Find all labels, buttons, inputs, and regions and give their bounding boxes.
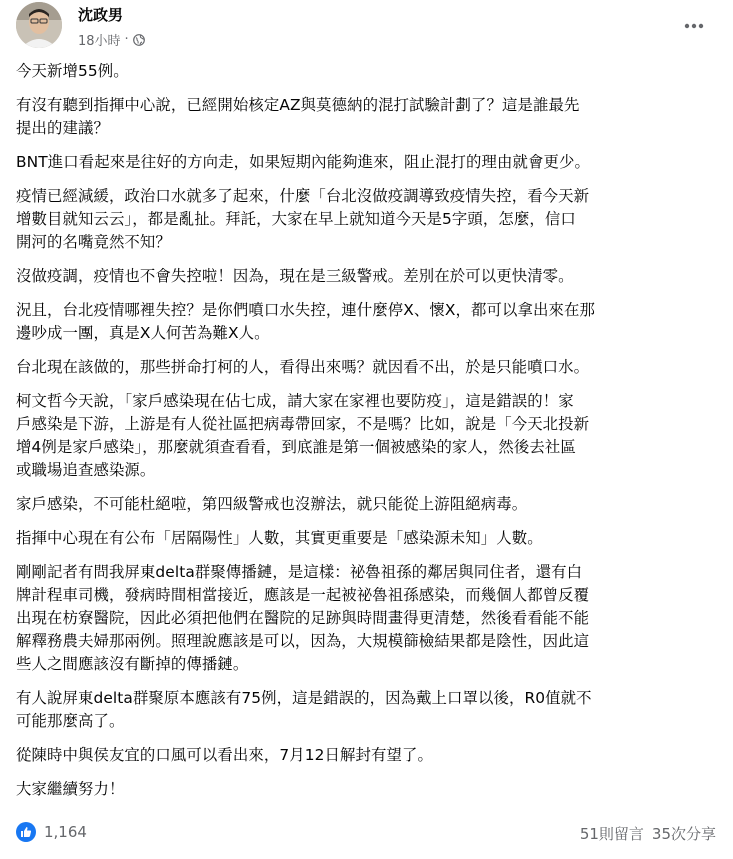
- author-name[interactable]: 沈政男: [78, 6, 124, 24]
- post-paragraph: 有沒有聽到指揮中心說，已經開始核定AZ與莫德納的混打試驗計劃了？這是誰最先 提出的建議？: [16, 96, 580, 137]
- post-timestamp[interactable]: 18小時: [78, 34, 121, 49]
- author-avatar[interactable]: [16, 2, 62, 48]
- post-paragraph: 柯文哲今天說，「家戶感染現在佔七成，請大家在家裡也要防疫」，這是錯誤的！家 戶感染是下游，上游是有人從社區把病毒帶回家，不是嗎？比如，說是「今天北投新 增4例是家戶感染」，那麼就須查看看，到底誰是第一個被感染的家人，然後去社區 或職場追查感染源。: [16, 392, 590, 479]
- post-stats: [580, 823, 716, 844]
- more-options-icon: [684, 23, 704, 29]
- globe-icon[interactable]: [133, 34, 145, 46]
- post-paragraph: 剛剛記者有問我屏東delta群聚傳播鏈，是這樣：祕魯祖孫的鄰居與同住者，還有白 牌計程車司機，發病時間相當接近，應該是一起被祕魯祖孫感染，而幾個人都曾反覆 出現在枋寮醫院，因此必須把他們在醫院的足跡與時間畫得更清楚，然後看看能不能 解釋務農夫婦那兩例。照理說應該是可以，因為，大規模篩檢結果都是陰性，因此這 些人之間應該沒有斷掉的傳播鏈。: [16, 563, 590, 673]
- post-paragraph: 指揮中心現在有公布「居隔陽性」人數，其實更重要是「感染源未知」人數。: [16, 529, 543, 547]
- reaction-count[interactable]: 1,164: [44, 823, 87, 841]
- post-footer: [16, 822, 716, 846]
- share-count[interactable]: 35次分享: [651, 825, 716, 843]
- post-paragraph: 從陳時中與侯友宜的口風可以看出來，7月12日解封有望了。: [16, 746, 433, 764]
- post-paragraph: 疫情已經減緩，政治口水就多了起來，什麼「台北沒做疫調導致疫情失控，看今天新 增數目就知云云」，都是亂扯。拜託，大家在早上就知道今天是5字頭，怎麼，信口 開河的名嘴竟然不知？: [16, 187, 590, 251]
- post-body: [16, 60, 722, 812]
- post-paragraph: 大家繼續努力！: [16, 780, 125, 798]
- like-icon[interactable]: [16, 822, 36, 842]
- post-paragraph: 有人說屏東delta群聚原本應該有75例，這是錯誤的，因為戴上口罩以後，R0值就不 可能那麼高了。: [16, 689, 592, 730]
- more-options-button[interactable]: [676, 12, 712, 40]
- post-paragraph: 台北現在該做的，那些拼命打柯的人，看得出來嗎？就因看不出，於是只能噴口水。: [16, 358, 590, 376]
- comment-count[interactable]: 51則留言: [579, 825, 644, 843]
- post-meta: [78, 30, 145, 49]
- post-header: [16, 2, 716, 52]
- post-paragraph: BNT進口看起來是往好的方向走，如果短期內能夠進來，阻止混打的理由就會更少。: [16, 153, 590, 171]
- meta-separator: ·: [124, 32, 129, 47]
- avatar-photo: [16, 2, 62, 48]
- post-paragraph: 今天新增55例。: [16, 62, 129, 80]
- post-paragraph: 沒做疫調，疫情也不會失控啦！因為，現在是三級警戒。差別在於可以更快清零。: [16, 267, 574, 285]
- post-paragraph: 家戶感染，不可能杜絕啦，第四級警戒也沒辦法，就只能從上游阻絕病毒。: [16, 495, 528, 513]
- post-paragraph: 況且，台北疫情哪裡失控？是你們噴口水失控，連什麼停X、懷X，都可以拿出來在那 邊吵成一團，真是X人何苦為難X人。: [16, 301, 595, 342]
- thumbs-up-icon: [20, 826, 32, 838]
